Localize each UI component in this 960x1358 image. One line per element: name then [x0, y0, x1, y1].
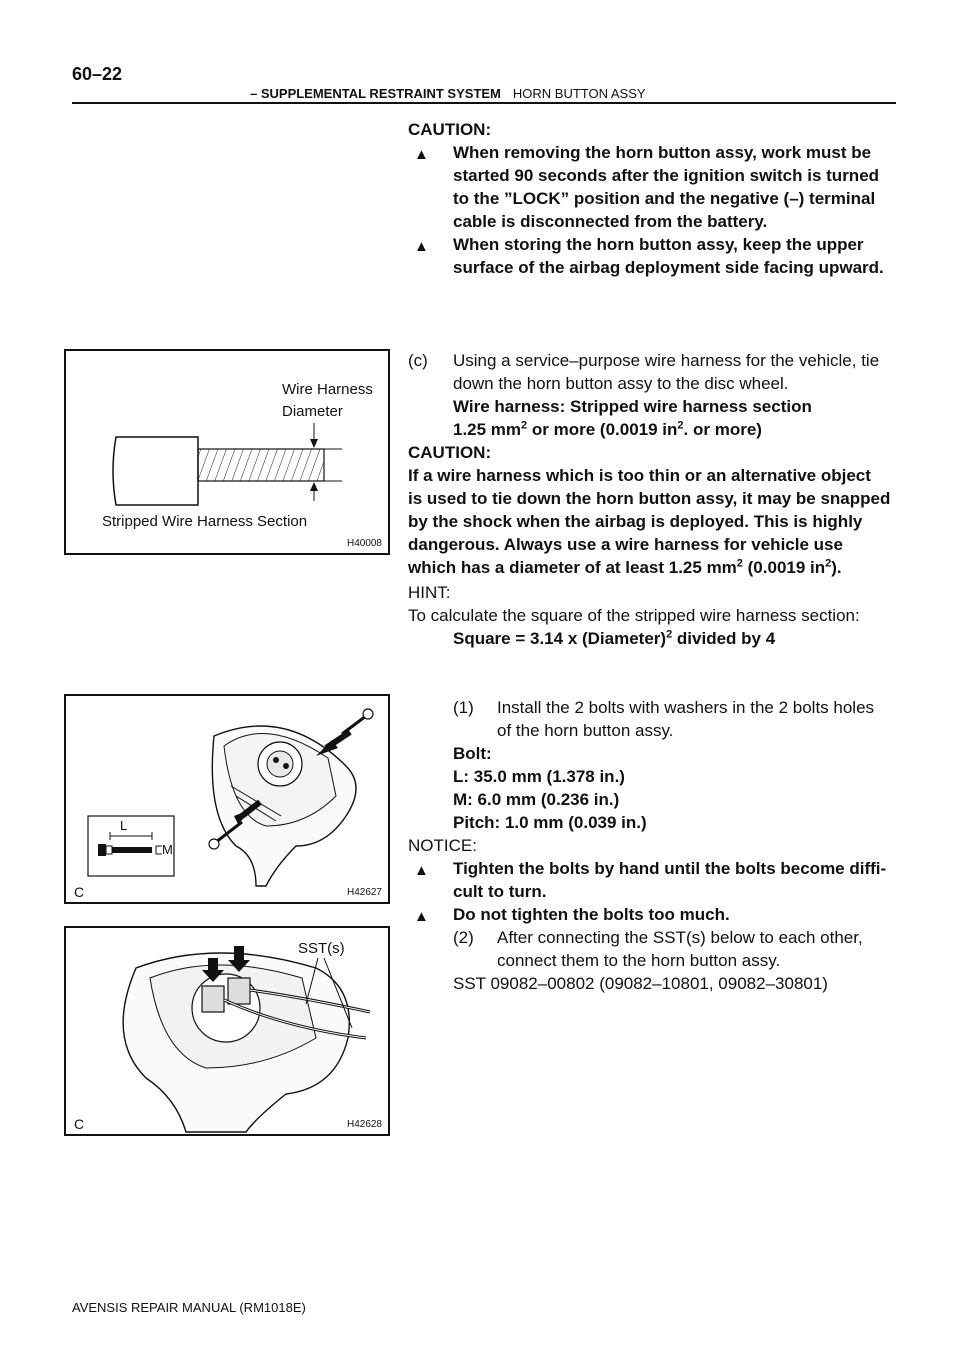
hint-title: HINT:	[408, 583, 451, 602]
notice-item-2-line-1: Do not tighten the bolts too much.	[453, 905, 730, 924]
fig1-label-diameter-2: Diameter	[282, 403, 343, 420]
bullet-triangle-icon: ▲	[414, 908, 429, 925]
fig3-corner-mark: C	[74, 1116, 85, 1132]
page-number: 60–22	[72, 64, 123, 84]
footer: AVENSIS REPAIR MANUAL (RM1018E)	[72, 1300, 306, 1315]
bullet-triangle-icon: ▲	[414, 146, 429, 163]
figure-wire-harness	[64, 349, 390, 555]
running-header	[250, 86, 646, 101]
caution-2-line-1: If a wire harness which is too thin or an alternative object	[408, 466, 871, 485]
bolt-spec-l: L: 35.0 mm (1.378 in.)	[453, 767, 625, 786]
step-c-line-2: down the horn button assy to the disc wheel.	[453, 374, 789, 393]
notice-title: NOTICE:	[408, 836, 477, 855]
step-2-line-1: After connecting the SST(s) below to each other,	[497, 928, 863, 947]
subsection-title: HORN BUTTON ASSY	[512, 86, 646, 101]
caution-2-line-2: is used to tie down the horn button assy, it may be snapped	[408, 489, 891, 508]
caution-2-line-4: dangerous. Always use a wire harness for vehicle use	[408, 535, 843, 554]
step-c-marker: (c)	[408, 351, 428, 370]
notice-item-1-line-1: Tighten the bolts by hand until the bolts become diffi-	[453, 859, 887, 878]
caution-2-line-3: by the shock when the airbag is deployed. This is highly	[408, 512, 863, 531]
fig2-label-l: L	[120, 818, 128, 833]
wire-spec-line-1: Wire harness: Stripped wire harness section	[453, 397, 812, 416]
fig3-label-sst: SST(s)	[298, 940, 345, 957]
bolt-title: Bolt:	[453, 744, 492, 763]
step-1-marker: (1)	[453, 698, 474, 717]
fig2-corner-mark: C	[74, 884, 85, 900]
bullet-triangle-icon: ▲	[414, 238, 429, 255]
caution-title: CAUTION:	[408, 120, 492, 139]
horn-button-bolts-drawing	[66, 696, 388, 902]
fig1-label-diameter-1: Wire Harness	[282, 381, 373, 398]
notice-item-1-line-2: cult to turn.	[453, 882, 547, 901]
caution-2-title: CAUTION:	[408, 443, 492, 462]
bolt-spec-pitch: Pitch: 1.0 mm (0.039 in.)	[453, 813, 647, 832]
header-rule	[72, 102, 896, 104]
caution-item-1-line-3: to the ”LOCK” position and the negative (–) terminal	[453, 189, 876, 208]
section-title: – SUPPLEMENTAL RESTRAINT SYSTEM	[250, 86, 501, 101]
fig3-code: H42628	[346, 1119, 382, 1130]
sst-connection-drawing	[66, 928, 388, 1134]
bolt-spec-m: M: 6.0 mm (0.236 in.)	[453, 790, 620, 809]
caution-item-1-line-2: started 90 seconds after the ignition switch is turned	[453, 166, 880, 185]
sst-number: SST 09082–00802 (09082–10801, 09082–30801)	[453, 974, 828, 993]
hint-line: To calculate the square of the stripped wire harness section:	[408, 606, 860, 625]
figure-sst-connection	[64, 926, 390, 1136]
figure-bolts	[64, 694, 390, 904]
fig2-code: H42627	[346, 887, 382, 898]
step-c-line-1: Using a service–purpose wire harness for the vehicle, tie	[453, 351, 880, 370]
step-2-marker: (2)	[453, 928, 474, 947]
fig2-label-m: M	[162, 842, 173, 857]
fig1-label-section: Stripped Wire Harness Section	[102, 513, 308, 530]
fig1-code: H40008	[346, 538, 382, 549]
hint-formula: Square = 3.14 x (Diameter)$^2$ divided by 4	[453, 628, 776, 648]
caution-item-2-line-2: surface of the airbag deployment side facing upward.	[453, 258, 884, 277]
caution-item-2-line-1: When storing the horn button assy, keep the upper	[453, 235, 864, 254]
step-1-line-2: of the horn button assy.	[497, 721, 674, 740]
caution-item-1-line-4: cable is disconnected from the battery.	[453, 212, 768, 231]
caution-2-line-5: which has a diameter of at least 1.25 $mm^2$ (0.0019 $in^2$).	[408, 557, 842, 577]
step-1-line-1: Install the 2 bolts with washers in the 2 bolts holes	[497, 698, 875, 717]
wire-spec-line-2: 1.25 $mm^2$ or more (0.0019 $in^2$. or more)	[453, 419, 762, 439]
bullet-triangle-icon: ▲	[414, 862, 429, 879]
step-2-line-2: connect them to the horn button assy.	[497, 951, 781, 970]
caution-item-1-line-1: When removing the horn button assy, work must be	[453, 143, 872, 162]
